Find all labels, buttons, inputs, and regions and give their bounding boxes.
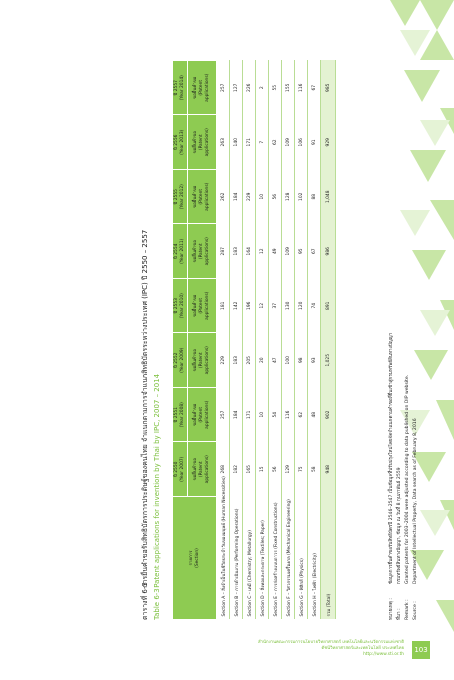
table-cell: 67 xyxy=(308,224,321,279)
note-key: หมายเหตุ : xyxy=(389,598,394,620)
table-cell: 47 xyxy=(269,333,282,388)
total-cell: 985 xyxy=(321,61,336,116)
item-header-thai: รายการ xyxy=(188,550,194,566)
type-header-line: ขอยื่นคำขอ xyxy=(193,240,198,263)
year-header-thai: ปี 2557 xyxy=(174,80,179,96)
type-header-line: (Patent xyxy=(199,134,204,151)
total-row xyxy=(321,61,336,620)
table-cell: 7 xyxy=(256,115,269,170)
table-cell: 100 xyxy=(282,333,295,388)
caption-thai xyxy=(140,230,151,620)
table-cell: 49 xyxy=(269,224,282,279)
table-cell: 95 xyxy=(295,224,308,279)
total-cell: 1,048 xyxy=(321,170,336,225)
table-row xyxy=(308,61,321,620)
table-cell: 181 xyxy=(217,279,230,334)
note-key: Source : xyxy=(413,601,418,620)
caption-english-title: Patent applications for invention by Thai by IPC, 2007 – 2014 xyxy=(153,373,161,588)
footer-url-link[interactable]: http://www.sti.or.th xyxy=(363,652,404,657)
caption-english xyxy=(153,374,161,620)
year-header-thai: ปี 2554 xyxy=(174,243,179,259)
caption-english-label: Table 6-3 xyxy=(153,588,161,620)
type-header-line: applications) xyxy=(205,291,210,320)
table-cell: 54 xyxy=(269,388,282,443)
type-header-line: (Patent xyxy=(199,188,204,205)
year-header xyxy=(173,333,188,388)
year-header-english: (Year 2014) xyxy=(180,75,185,101)
table-cell: 67 xyxy=(308,61,321,116)
table-cell: 171 xyxy=(243,115,256,170)
table-cell: 130 xyxy=(282,279,295,334)
year-header xyxy=(173,279,188,334)
table-row xyxy=(217,61,230,620)
table-cell: 109 xyxy=(282,115,295,170)
page-number: 103 xyxy=(412,641,430,659)
table-cell: 58 xyxy=(308,442,321,497)
year-header-thai: ปี 2555 xyxy=(174,189,179,205)
table-cell: 205 xyxy=(243,333,256,388)
type-header-line: ขอยื่นคำขอ xyxy=(193,185,198,208)
item-header-english: (Section) xyxy=(194,548,200,568)
table-cell: 55 xyxy=(269,61,282,116)
table-cell: 229 xyxy=(243,170,256,225)
type-header xyxy=(188,224,217,279)
type-header xyxy=(188,442,217,497)
table-cell: 287 xyxy=(217,224,230,279)
row-section-name: Section H – ไฟฟ้า (Electricity) xyxy=(308,497,321,620)
year-header-english: (Year 2011) xyxy=(180,238,185,264)
type-header-line: (Patent xyxy=(199,352,204,369)
year-header xyxy=(173,61,188,116)
caption-thai-title: การยื่นคำขอรับสิทธิบัตรการประดิษฐ์ของคนไทย จำแนกตามการจำแนกสิทธิบัตรระหว่างประเทศ (IPC) ปี 2550 – 2557 xyxy=(141,229,149,588)
table-row xyxy=(243,61,256,620)
type-header-line: ขอยื่นคำขอ xyxy=(193,458,198,481)
table-cell: 62 xyxy=(295,388,308,443)
table-row xyxy=(256,61,269,620)
table-cell: 129 xyxy=(282,442,295,497)
table-cell: 155 xyxy=(282,61,295,116)
table-cell: 37 xyxy=(269,279,282,334)
note-key: Remark : xyxy=(405,599,410,620)
table-cell: 2 xyxy=(256,61,269,116)
type-header-line: (Patent xyxy=(199,406,204,423)
table-cell: 48 xyxy=(308,388,321,443)
year-header-thai: ปี 2552 xyxy=(174,352,179,368)
table-cell: 12 xyxy=(256,224,269,279)
year-header xyxy=(173,115,188,170)
table-cell: 62 xyxy=(269,115,282,170)
table-row xyxy=(269,61,282,620)
table-cell: 263 xyxy=(217,115,230,170)
row-section-name: Section E – การก่อสร้างแบบถาวร (Fixed Constructions) xyxy=(269,497,282,620)
table-cell: 91 xyxy=(308,115,321,170)
type-header-line: ขอยื่นคำขอ xyxy=(193,131,198,154)
row-section-name: Section D – สิ่งทอและกระดาษ (Textiles; Paper) xyxy=(256,497,269,620)
note-text: Department of Intellectual Property, Data search as of February 8, 2016 xyxy=(413,418,418,584)
table-cell: 268 xyxy=(217,442,230,497)
item-column-header xyxy=(173,497,217,620)
table-cell: 164 xyxy=(243,224,256,279)
row-section-name: Section F – วิศวกรรมเครื่องกล (Mechanical Engineering) xyxy=(282,497,295,620)
table-cell: 102 xyxy=(295,170,308,225)
patent-applications-table xyxy=(172,60,336,620)
footer-publication-name: ดัชนีวิทยาศาสตร์และเทคโนโลยี ประเทศไทย xyxy=(321,646,404,651)
note-text: ข้อมูลการยื่นคำขอรับสิทธิบัตรปี 2546–2547 เป็นข้อมูลที่ปรับปรุงใหม่โดยจัดจำแนกตามคำขอที่ยื่นเข้าสู่กรมทรัพย์สินทางปัญญา xyxy=(389,332,394,584)
type-header-line: (Patent xyxy=(199,79,204,96)
table-cell: 120 xyxy=(295,279,308,334)
year-header-english: (Year 2008) xyxy=(180,402,185,428)
table-cell: 56 xyxy=(269,170,282,225)
table-cell: 257 xyxy=(217,61,230,116)
type-header xyxy=(188,279,217,334)
table-cell: 140 xyxy=(230,115,243,170)
table-cell: 262 xyxy=(217,170,230,225)
row-section-name: Section C – เคมี (Chemistry; Metallurgy) xyxy=(243,497,256,620)
note-row xyxy=(412,60,420,620)
table-cell: 257 xyxy=(217,388,230,443)
table-cell: 226 xyxy=(243,61,256,116)
table-cell: 12 xyxy=(256,279,269,334)
type-header-line: (Patent xyxy=(199,461,204,478)
type-header-line: (Patent xyxy=(199,243,204,260)
footer-org-name: สำนักงานคณะกรรมการนโยบายวิทยาศาสตร์ เทคโนโลยีและนวัตกรรมแห่งชาติ xyxy=(258,640,404,645)
year-header-thai: ปี 2556 xyxy=(174,134,179,150)
note-key: ที่มา : xyxy=(397,608,402,620)
table-cell: 142 xyxy=(230,279,243,334)
table-cell: 10 xyxy=(256,170,269,225)
type-header xyxy=(188,333,217,388)
year-header-english: (Year 2013) xyxy=(180,129,185,155)
note-text: Granted patents for 2003–2004 were adjusted according to data published on DIP website. xyxy=(405,374,410,584)
table-cell: 171 xyxy=(243,388,256,443)
year-header xyxy=(173,442,188,497)
table-cell: 88 xyxy=(308,170,321,225)
type-header-line: applications) xyxy=(205,237,210,266)
table-cell: 116 xyxy=(282,388,295,443)
total-label: รวม (Total) xyxy=(321,497,336,620)
table-cell: 109 xyxy=(282,224,295,279)
year-header-thai: ปี 2551 xyxy=(174,407,179,423)
table-cell: 75 xyxy=(295,442,308,497)
caption-thai-label: ตารางที่ 6-3 xyxy=(141,582,149,620)
type-header-line: (Patent xyxy=(199,297,204,314)
table-cell: 229 xyxy=(217,333,230,388)
year-header-thai: ปี 2553 xyxy=(174,298,179,314)
year-header xyxy=(173,170,188,225)
type-header xyxy=(188,388,217,443)
type-header-line: applications) xyxy=(205,128,210,157)
table-row xyxy=(282,61,295,620)
table-cell: 93 xyxy=(308,333,321,388)
year-header-english: (Year 2009) xyxy=(180,347,185,373)
table-cell: 15 xyxy=(256,442,269,497)
page-footer xyxy=(184,640,404,658)
note-text: กรมทรัพย์สินทางปัญญา, ข้อมูล ณ วันที่ 8 กุมภาพันธ์ 2559 xyxy=(397,467,402,584)
type-header xyxy=(188,170,217,225)
rotated-table-page xyxy=(140,60,440,620)
total-cell: 1,025 xyxy=(321,333,336,388)
total-cell: 891 xyxy=(321,279,336,334)
year-header-thai: ปี 2550 xyxy=(174,461,179,477)
table-cell: 183 xyxy=(230,224,243,279)
type-header-line: ขอยื่นคำขอ xyxy=(193,349,198,372)
type-header xyxy=(188,61,217,116)
table-cell: 128 xyxy=(282,170,295,225)
type-header-line: ขอยื่นคำขอ xyxy=(193,76,198,99)
note-row xyxy=(404,60,412,620)
table-cell: 56 xyxy=(269,442,282,497)
note-row xyxy=(388,60,396,620)
year-header-english: (Year 2010) xyxy=(180,293,185,319)
total-cell: 986 xyxy=(321,224,336,279)
table-cell: 182 xyxy=(230,442,243,497)
table-cell: 116 xyxy=(295,61,308,116)
year-header xyxy=(173,224,188,279)
table-cell: 196 xyxy=(243,279,256,334)
row-section-name: Section B – การดำเนินงาน (Performing Operations) xyxy=(230,497,243,620)
year-header xyxy=(173,388,188,443)
type-header-line: ขอยื่นคำขอ xyxy=(193,294,198,317)
total-cell: 948 xyxy=(321,442,336,497)
total-cell: 902 xyxy=(321,388,336,443)
table-cell: 127 xyxy=(230,61,243,116)
year-header-english: (Year 2007) xyxy=(180,456,185,482)
table-row xyxy=(230,61,243,620)
note-row xyxy=(396,60,404,620)
table-cell: 106 xyxy=(295,115,308,170)
table-notes xyxy=(388,60,420,620)
type-header-line: applications) xyxy=(205,400,210,429)
type-header xyxy=(188,115,217,170)
table-cell: 10 xyxy=(256,388,269,443)
table-cell: 184 xyxy=(230,388,243,443)
year-header-english: (Year 2012) xyxy=(180,184,185,210)
table-cell: 184 xyxy=(230,170,243,225)
year-header-row xyxy=(173,61,188,620)
table-body xyxy=(217,61,336,620)
type-header-line: applications) xyxy=(205,346,210,375)
table-cell: 98 xyxy=(295,333,308,388)
total-cell: 929 xyxy=(321,115,336,170)
type-header-line: ขอยื่นคำขอ xyxy=(193,403,198,426)
type-header-line: applications) xyxy=(205,73,210,102)
type-header-line: applications) xyxy=(205,182,210,211)
type-header-line: applications) xyxy=(205,455,210,484)
table-row xyxy=(295,61,308,620)
table-cell: 74 xyxy=(308,279,321,334)
table-cell: 20 xyxy=(256,333,269,388)
table-cell: 183 xyxy=(230,333,243,388)
row-section-name: Section A – สิ่งจำเป็นในชีวิตประจำวันของมนุษย์ (Human Necessities) xyxy=(217,497,230,620)
row-section-name: Section G – ฟิสิกส์ (Physics) xyxy=(295,497,308,620)
table-cell: 165 xyxy=(243,442,256,497)
